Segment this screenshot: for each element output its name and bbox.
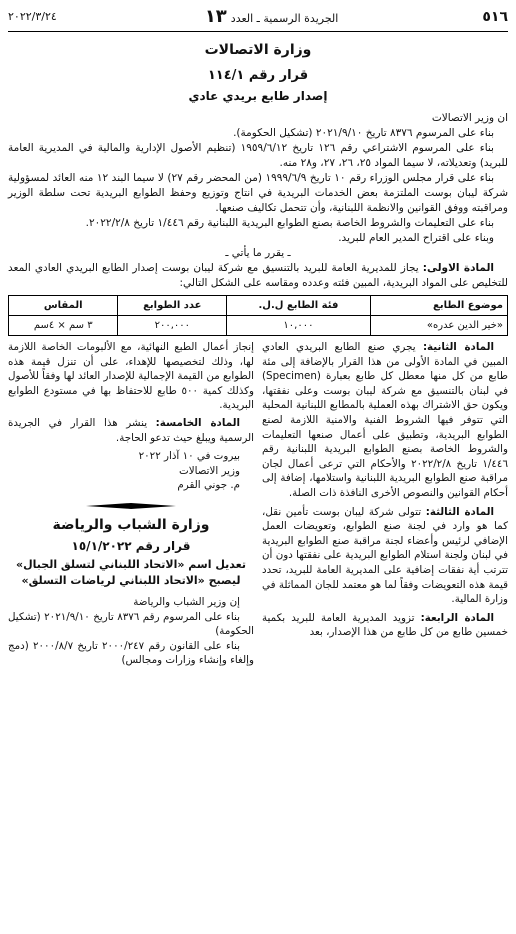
- table-header-row: [9, 296, 508, 316]
- article-label: المادة الثالثة:: [425, 505, 494, 518]
- article-4-continued: إنجاز أعمال الطبع النهائية، مع الألبومات الخاصة اللازمة لها، وذلك لتخصيصها للإهداء، على أن تنزل قيمة هذه الطوابع من القيمة الإجمالية للإصدار العائد لها وفقاً للأصول وكذلك كمية ٥٠٠ طابع للاحتفاظ بها في مستودع الطوابع البريدية.: [8, 341, 254, 412]
- table-cell: «خير الدين عدره»: [370, 316, 507, 336]
- article-label: المادة الاولى:: [422, 262, 494, 274]
- signature-block: [8, 449, 254, 493]
- issue-number: ١٣: [204, 6, 227, 27]
- decree-subject: إصدار طابع بريدي عادي: [188, 89, 328, 103]
- table-row: [9, 316, 508, 336]
- article-4: المادة الرابعة: تزويد المديرية العامة للبريد بكمية خمسين طابع من كل طابع من هذا الإصدار، بعد: [262, 611, 508, 639]
- article-2: المادة الثانية: يجري صنع الطابع البريدي العادي المبين في المادة الأولى من هذا القرار بالإضافة إلى مئة طابع من كل منها معطل كل طابع بعبارة (Specimen) في لبنان بالتنسيق مع شركة ليبان بوست وعلى نفقتها، ويكون حق الاشتراك بهذه العملية بالمطابع اللبنانية المحلية التي تتوفر فيها الشروط الفنية والامنية اللازمة لصنع الطوابع البريدية، وتطبيق على أعمال صنعها التعليمات والشروط الخاصة بصنع الطوابع البريدية اللبنانية رقم ١/٤٤٦ تاريخ ٢٠٢٢/٢/٨ والأحكام التي ترعى أعمال لجان مراقبة صنع الطوابع البريدية اللبنانية واستلامها، إضافة إلى أحكام القوانين والنصوص الأخرى النافذة ذات الصلة.: [262, 341, 508, 499]
- left-column: [8, 340, 254, 668]
- ministry-title: وزارة الاتصالات: [204, 42, 312, 58]
- issue-date: ٢٠٢٢/٣/٢٤: [8, 10, 57, 23]
- recital: بناء على المرسوم ٨٣٧٦ تاريخ ٢٠٢١/٩/١٠ (تشكيل الحكومة).: [233, 127, 494, 139]
- section-divider: [8, 503, 254, 509]
- article-label: المادة الثانية:: [422, 341, 494, 353]
- sign-title: وزير الاتصالات: [179, 464, 240, 477]
- publication-name: الجريدة الرسمية ـ العدد: [230, 12, 339, 25]
- decree-body: [8, 111, 508, 336]
- two-column-area: [8, 340, 508, 668]
- issue-info: [201, 6, 339, 27]
- page-number: ٥١٦: [482, 8, 508, 25]
- decides-line: ـ يقرر ما يأتي ـ: [225, 247, 291, 259]
- recital: بناء على المرسوم الاشتراعي رقم ١٢٦ تاريخ ١٩٥٩/٦/١٢ (تنظيم الأصول الإدارية والمالية في المديرية العامة للبريد) وتعديلاته، لا سيما المواد ٢٥، ٢٦، ٢٧، و٢٨ منه.: [8, 142, 508, 169]
- article-label: المادة الرابعة:: [420, 611, 494, 624]
- article-3: المادة الثالثة: تتولى شركة ليبان بوست تأمين نقل، كما هو وارد في لجنة صنع الطوابع، وتعويضات العمل الإضافي لرئيس وأعضاء لجنة مراقبة صنع الطوابع البريدية في لبنان ولجنة استلام الطوابع البريدية على نفقتها دون أن تترتب أية نفقات إضافية على المديرية العامة للبريد، تحدد قيمة هذه التعويضات وفقاً لما هو معتمد للجان المماثلة في وزارة المالية.: [262, 505, 508, 606]
- ministry-title-2: وزارة الشباب والرياضة: [52, 516, 210, 533]
- col-header: فئة الطابع ل.ل.: [227, 296, 370, 316]
- recital: بناء على القانون رقم ٢٠٠٠/٢٤٧ تاريخ ٢٠٠٠/٨/٧ (دمج وإلغاء وإنشاء وزارات ومجالس): [8, 639, 254, 667]
- sign-date: بيروت في ١٠ آذار ٢٠٢٢: [138, 450, 240, 463]
- recital: بناء على المرسوم رقم ٨٣٧٦ تاريخ ٢٠٢١/٩/١٠ (تشكيل الحكومة): [8, 610, 254, 638]
- recital: وبناء على اقتراح المدير العام للبريد.: [338, 232, 494, 244]
- table-cell: ٢٠٠,٠٠٠: [118, 316, 227, 336]
- stamp-table: [8, 295, 508, 336]
- table-cell: ٣ سم × ٤سم: [9, 316, 118, 336]
- decree-intro: ان وزير الاتصالات: [431, 112, 508, 124]
- article-label: المادة الخامسة:: [155, 416, 240, 429]
- decree-number-2: قرار رقم ١٥/١/٢٠٢٢: [71, 538, 191, 553]
- recital: بناء على التعليمات والشروط الخاصة بصنع الطوابع البريدية اللبنانية رقم ١/٤٤٦ تاريخ ٢٠٢٢/٢/٨.: [85, 217, 494, 229]
- recital: بناء على قرار مجلس الوزراء رقم ١٠ تاريخ ١٩٩٩/٦/٩ (من المحضر رقم ٢٧) لا سيما البند ١٢ منه العائد لمسؤولية شركة ليبان بوست الملتزمة بعض الخدمات البريدية في انتاج وتوزيع وحفظ الطوابع البريدية تحت سلطة الوزير ومراقبته ووفق القوانين والانظمة اللبنانية، وأن تتحمل تكاليف صنعها.: [8, 172, 508, 214]
- col-header: المقاس: [9, 296, 118, 316]
- article-1: المادة الاولى: يجاز للمديرية العامة للبريد بالتنسيق مع شركة ليبان بوست إصدار الطابع البريدي العادي المعد للتخليص على المواد البريدية، المبين فئته وعدده ومقاسه على الشكل التالي:: [8, 262, 508, 289]
- col-header: موضوع الطابع: [370, 296, 507, 316]
- right-column: [262, 340, 508, 668]
- decree-subject-2: تعديل اسم «الاتحاد اللبناني لتسلق الجبال» ليصبح «الاتحاد اللبناني لرياضات التسلق»: [16, 557, 246, 587]
- col-header: عدد الطوابع: [118, 296, 227, 316]
- table-cell: ١٠,٠٠٠: [227, 316, 370, 336]
- sign-name: م. جوني القرم: [177, 479, 240, 492]
- page-header: [8, 6, 508, 32]
- decree-number: قرار رقم ١١٤/١: [207, 68, 309, 83]
- decree-intro-2: إن وزير الشباب والرياضة: [133, 595, 240, 608]
- article-5: المادة الخامسة: ينشر هذا القرار في الجريدة الرسمية ويبلغ حيث تدعو الحاجة.: [8, 416, 254, 444]
- decree-2-body: [8, 595, 254, 668]
